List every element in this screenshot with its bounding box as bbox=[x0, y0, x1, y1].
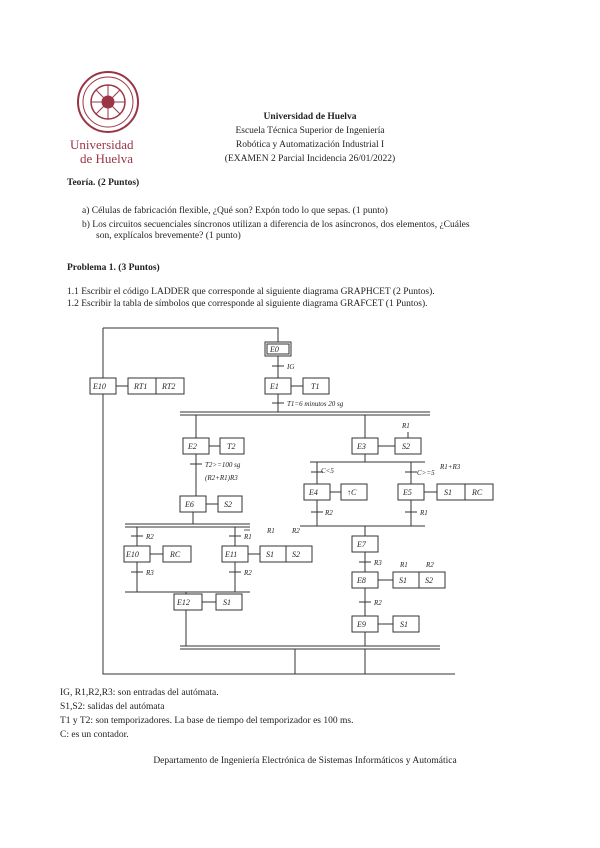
theory-item-b: b) Los circuitos secuenciales síncronos utilizan a diferencia de los asíncronos, dos elementos, ¿Cuáles bbox=[82, 220, 470, 230]
problem-item-2: 1.2 Escribir la tabla de símbolos que corresponde al siguiente diagrama GRAFCET (1 Puntos). bbox=[67, 299, 428, 309]
action-e4-label: ↑C bbox=[347, 488, 357, 497]
theory-item-a: a) Células de fabricación flexible, ¿Qué son? Expón todo lo que sepas. (1 punto) bbox=[82, 206, 388, 216]
action-e5b-label: RC bbox=[472, 488, 483, 497]
note-counter: C: es un contador. bbox=[60, 730, 129, 740]
step-e2-label: E2 bbox=[188, 442, 197, 451]
step-e1-label: E1 bbox=[270, 382, 279, 391]
action-rt2-label: RT2 bbox=[162, 382, 176, 391]
step-e9-label: E9 bbox=[357, 620, 366, 629]
department-footer: Departamento de Ingeniería Electrónica de Sistemas Informáticos y Automática bbox=[153, 756, 457, 766]
action-rt1-label: RT1 bbox=[134, 382, 148, 391]
transition-ig: IG bbox=[287, 363, 295, 371]
step-e7-label: E7 bbox=[357, 540, 366, 549]
action-e5a-label: S1 bbox=[444, 488, 452, 497]
transition-r2-e4: R2 bbox=[325, 509, 333, 517]
step-e12-label: E12 bbox=[177, 598, 190, 607]
transition-t1: T1=6 minutos 20 sg bbox=[287, 400, 344, 408]
step-e11-label: E11 bbox=[225, 550, 238, 559]
exam-title: (EXAMEN 2 Parcial Incidencia 26/01/2022) bbox=[224, 154, 396, 164]
action-e9-label: S1 bbox=[400, 620, 408, 629]
transition-r2-s2: R2 bbox=[292, 527, 300, 535]
logo-line2: de Huelva bbox=[80, 151, 134, 166]
top-connector bbox=[103, 328, 278, 342]
step-e8-label: E8 bbox=[357, 576, 366, 585]
transition-r1-e5: R1 bbox=[420, 509, 428, 517]
transition-r3-e10: R3 bbox=[146, 569, 154, 577]
school-name: Escuela Técnica Superior de Ingeniería bbox=[235, 126, 385, 136]
theory-item-b-cont: son, explícalos brevemente? (1 punto) bbox=[96, 231, 241, 241]
transition-r2-e10: R2 bbox=[146, 533, 154, 541]
university-name: Universidad de Huelva bbox=[263, 112, 357, 122]
action-e3-label: S2 bbox=[402, 442, 410, 451]
step-e4-label: E4 bbox=[309, 488, 318, 497]
action-e10-label: RC bbox=[170, 550, 181, 559]
transition-r2-e11: R2 bbox=[244, 569, 252, 577]
transition-r3-e7: R3 bbox=[374, 559, 382, 567]
problem-item-1: 1.1 Escribir el código LADDER que corresponde al siguiente diagrama GRAPHCET (2 Puntos). bbox=[67, 287, 435, 297]
action-e2-label: T2 bbox=[227, 442, 236, 451]
step-e0-label: E0 bbox=[270, 345, 279, 354]
transition-r1-e8: R1 bbox=[400, 561, 408, 569]
course-name: Robótica y Automatización Industrial I bbox=[235, 140, 385, 150]
transition-c-ge: C>=5 bbox=[417, 469, 435, 477]
note-timers: T1 y T2: son temporizadores. La base de tiempo del temporizador es 100 ms. bbox=[60, 716, 354, 726]
theory-title: Teoría. (2 Puntos) bbox=[67, 178, 140, 188]
transition-r1r3: R1+R3 bbox=[440, 463, 461, 471]
transition-r1-s1: R1 bbox=[267, 527, 275, 535]
action-e12-label: S1 bbox=[223, 598, 231, 607]
step-e10-top-label: E10 bbox=[93, 382, 106, 391]
logo-line1: Universidad bbox=[70, 137, 134, 152]
transition-r2r1r3: (R2+R1)R3 bbox=[205, 474, 238, 482]
step-e10-label: E10 bbox=[126, 550, 139, 559]
action-e8b-label: S2 bbox=[425, 576, 433, 585]
transition-t2: T2>=100 sg bbox=[205, 461, 241, 469]
transition-r2-e8: R2 bbox=[426, 561, 434, 569]
action-e6-label: S2 bbox=[224, 500, 232, 509]
action-t1-label: T1 bbox=[311, 382, 320, 391]
note-outputs: S1,S2: salidas del autómata bbox=[60, 702, 165, 712]
step-e3-label: E3 bbox=[357, 442, 366, 451]
transition-r2-e9: R2 bbox=[374, 599, 382, 607]
action-e8a-label: S1 bbox=[399, 576, 407, 585]
problem-title: Problema 1. (3 Puntos) bbox=[67, 263, 160, 273]
action-e11a-label: S1 bbox=[266, 550, 274, 559]
step-e5-label: E5 bbox=[403, 488, 412, 497]
note-inputs: IG, R1,R2,R3: son entradas del autómata. bbox=[60, 688, 219, 698]
transition-r1-e3: R1 bbox=[402, 422, 410, 430]
transition-c-lt: C<5 bbox=[321, 467, 334, 475]
transition-r1bar: R1 bbox=[244, 533, 252, 541]
action-e11b-label: S2 bbox=[292, 550, 300, 559]
step-e6-label: E6 bbox=[185, 500, 194, 509]
